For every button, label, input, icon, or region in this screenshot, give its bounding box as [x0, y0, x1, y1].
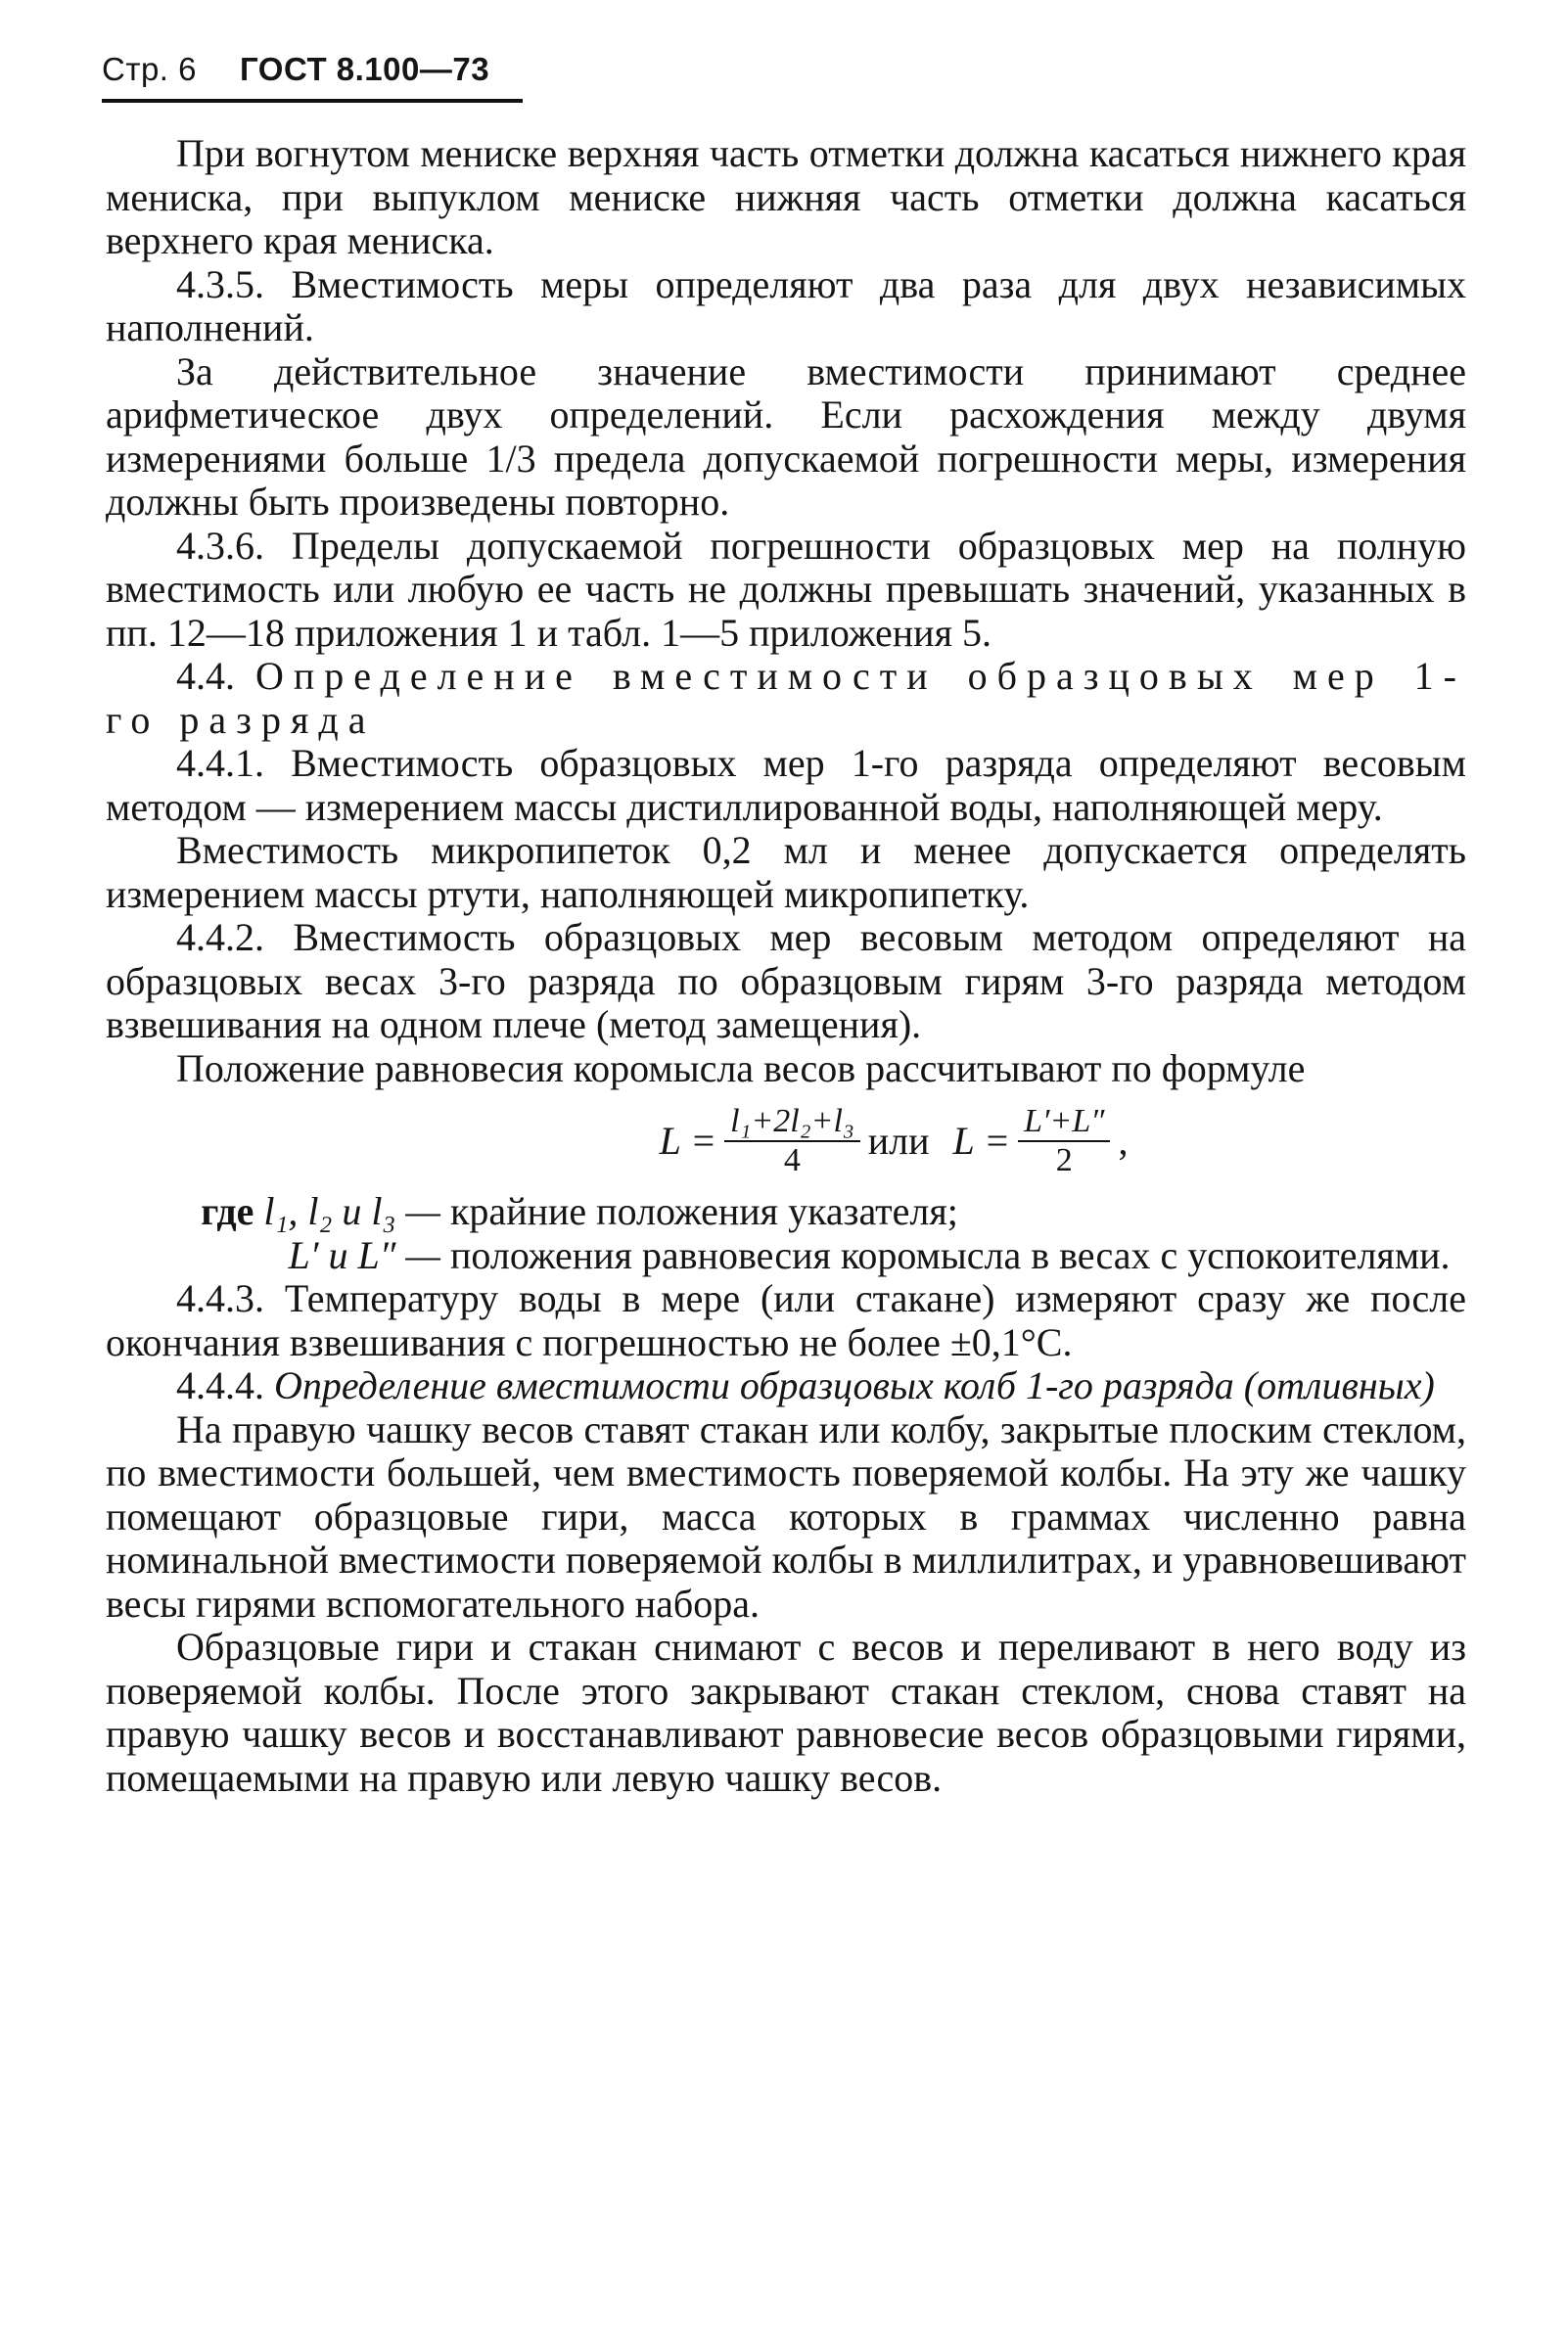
fraction [724, 1103, 860, 1179]
formula-comma: , [1118, 1118, 1129, 1163]
fraction-numerator: l₁+2l₂+l₃ [724, 1103, 860, 1142]
symbol-definition: крайние положения указателя; [450, 1189, 958, 1233]
where-lead: где [201, 1189, 254, 1233]
section-title: Определение вместимости образцовых мер 1-го разряда [106, 654, 1466, 742]
paragraph: 4.3.6. Пределы допускаемой погрешности образцовых мер на полную вместимость или любую ее часть не должны превышать значений, указанных в пп. 12—18 приложения 1 и табл. 1—5 приложения 5. [106, 523, 1466, 655]
paragraph: При вогнутом мениске верхняя часть отметки должна касаться нижнего края мениска, при выпуклом мениске нижняя часть отметки должна касаться верхнего края мениска. [106, 131, 1466, 262]
formula-or: или [867, 1118, 930, 1163]
section-heading [106, 1364, 1466, 1408]
page-header [102, 51, 489, 88]
fraction-numerator: L′+L″ [1018, 1103, 1110, 1142]
symbol-name: L′ и L″ — [288, 1232, 440, 1277]
symbol-definition: положения равновесия коромысла в весах с успокоителями. [450, 1232, 1451, 1277]
header-rule [102, 99, 523, 103]
section-number: 4.4. [176, 654, 235, 698]
paragraph: 4.3.5. Вместимость меры определяют два раза для двух независимых наполнений. [106, 261, 1466, 349]
standard-code: ГОСТ 8.100—73 [240, 51, 490, 87]
section-heading [106, 655, 1466, 742]
paragraph: Положение равновесия коромысла весов рассчитывают по формуле [176, 1045, 1306, 1090]
paragraph: 4.4.1. Вместимость образцовых мер 1-го разряда определяют весовым методом — измерением массы дистиллированной воды, наполняющей меру. [106, 741, 1466, 829]
section-number: 4.4.4. [176, 1363, 264, 1407]
paragraph: На правую чашку весов ставят стакан или колбу, закрытые плоским стеклом, по вместимости большей, чем вместимость поверяемой колбы. На эту же чашку помещают образцовые гири, масса которых в граммах численно равна номинальной вместимости поверяемой колбы в миллилитрах, и уравновешивают весы гирями вспомогательного набора. [106, 1406, 1466, 1626]
paragraph: За действительное значение вместимости принимают среднее арифметическое двух определений. Если расхождения между двумя измерениями больше 1/3 предела допускаемой погрешности меры, измерения должны быть произведены повторно. [106, 348, 1466, 524]
paragraph: Вместимость микропипеток 0,2 мл и менее допускается определять измерением массы ртути, наполняющей микропипетку. [106, 828, 1466, 916]
fraction-denominator: 2 [1055, 1142, 1073, 1178]
fraction [1018, 1103, 1110, 1179]
page-number: Стр. 6 [102, 51, 197, 87]
symbol [106, 1190, 450, 1234]
paragraph: 4.4.2. Вместимость образцовых мер весовым методом определяют на образцовых весах 3-го разряда по образцовым гирям 3-го разряда методом взвешивания на одном плече (метод замещения). [106, 915, 1466, 1046]
formula-lhs: L = [659, 1118, 717, 1163]
symbol-definitions [106, 1190, 1466, 1277]
formula-lhs: L = [952, 1118, 1011, 1163]
document-body [106, 132, 1466, 1800]
paragraph: Образцовые гири и стакан снимают с весов и переливают в него воду из поверяемой колбы. После этого закрывают стакан стеклом, снова ставят на правую чашку весов и восстанавливают равновесие весов образцовыми гирями, помещаемыми на правую или левую чашку весов. [106, 1625, 1466, 1800]
section-title: Определение вместимости образцовых колб 1-го разряда (отливных) [274, 1363, 1435, 1407]
paragraph: 4.4.3. Температуру воды в мере (или стакане) измеряют сразу же после окончания взвешивания с погрешностью не более ±0,1°С. [106, 1276, 1466, 1364]
fraction-denominator: 4 [783, 1142, 801, 1178]
symbol-name: l₁, l₂ и l₃ — [263, 1189, 440, 1233]
formula [321, 1096, 1466, 1186]
